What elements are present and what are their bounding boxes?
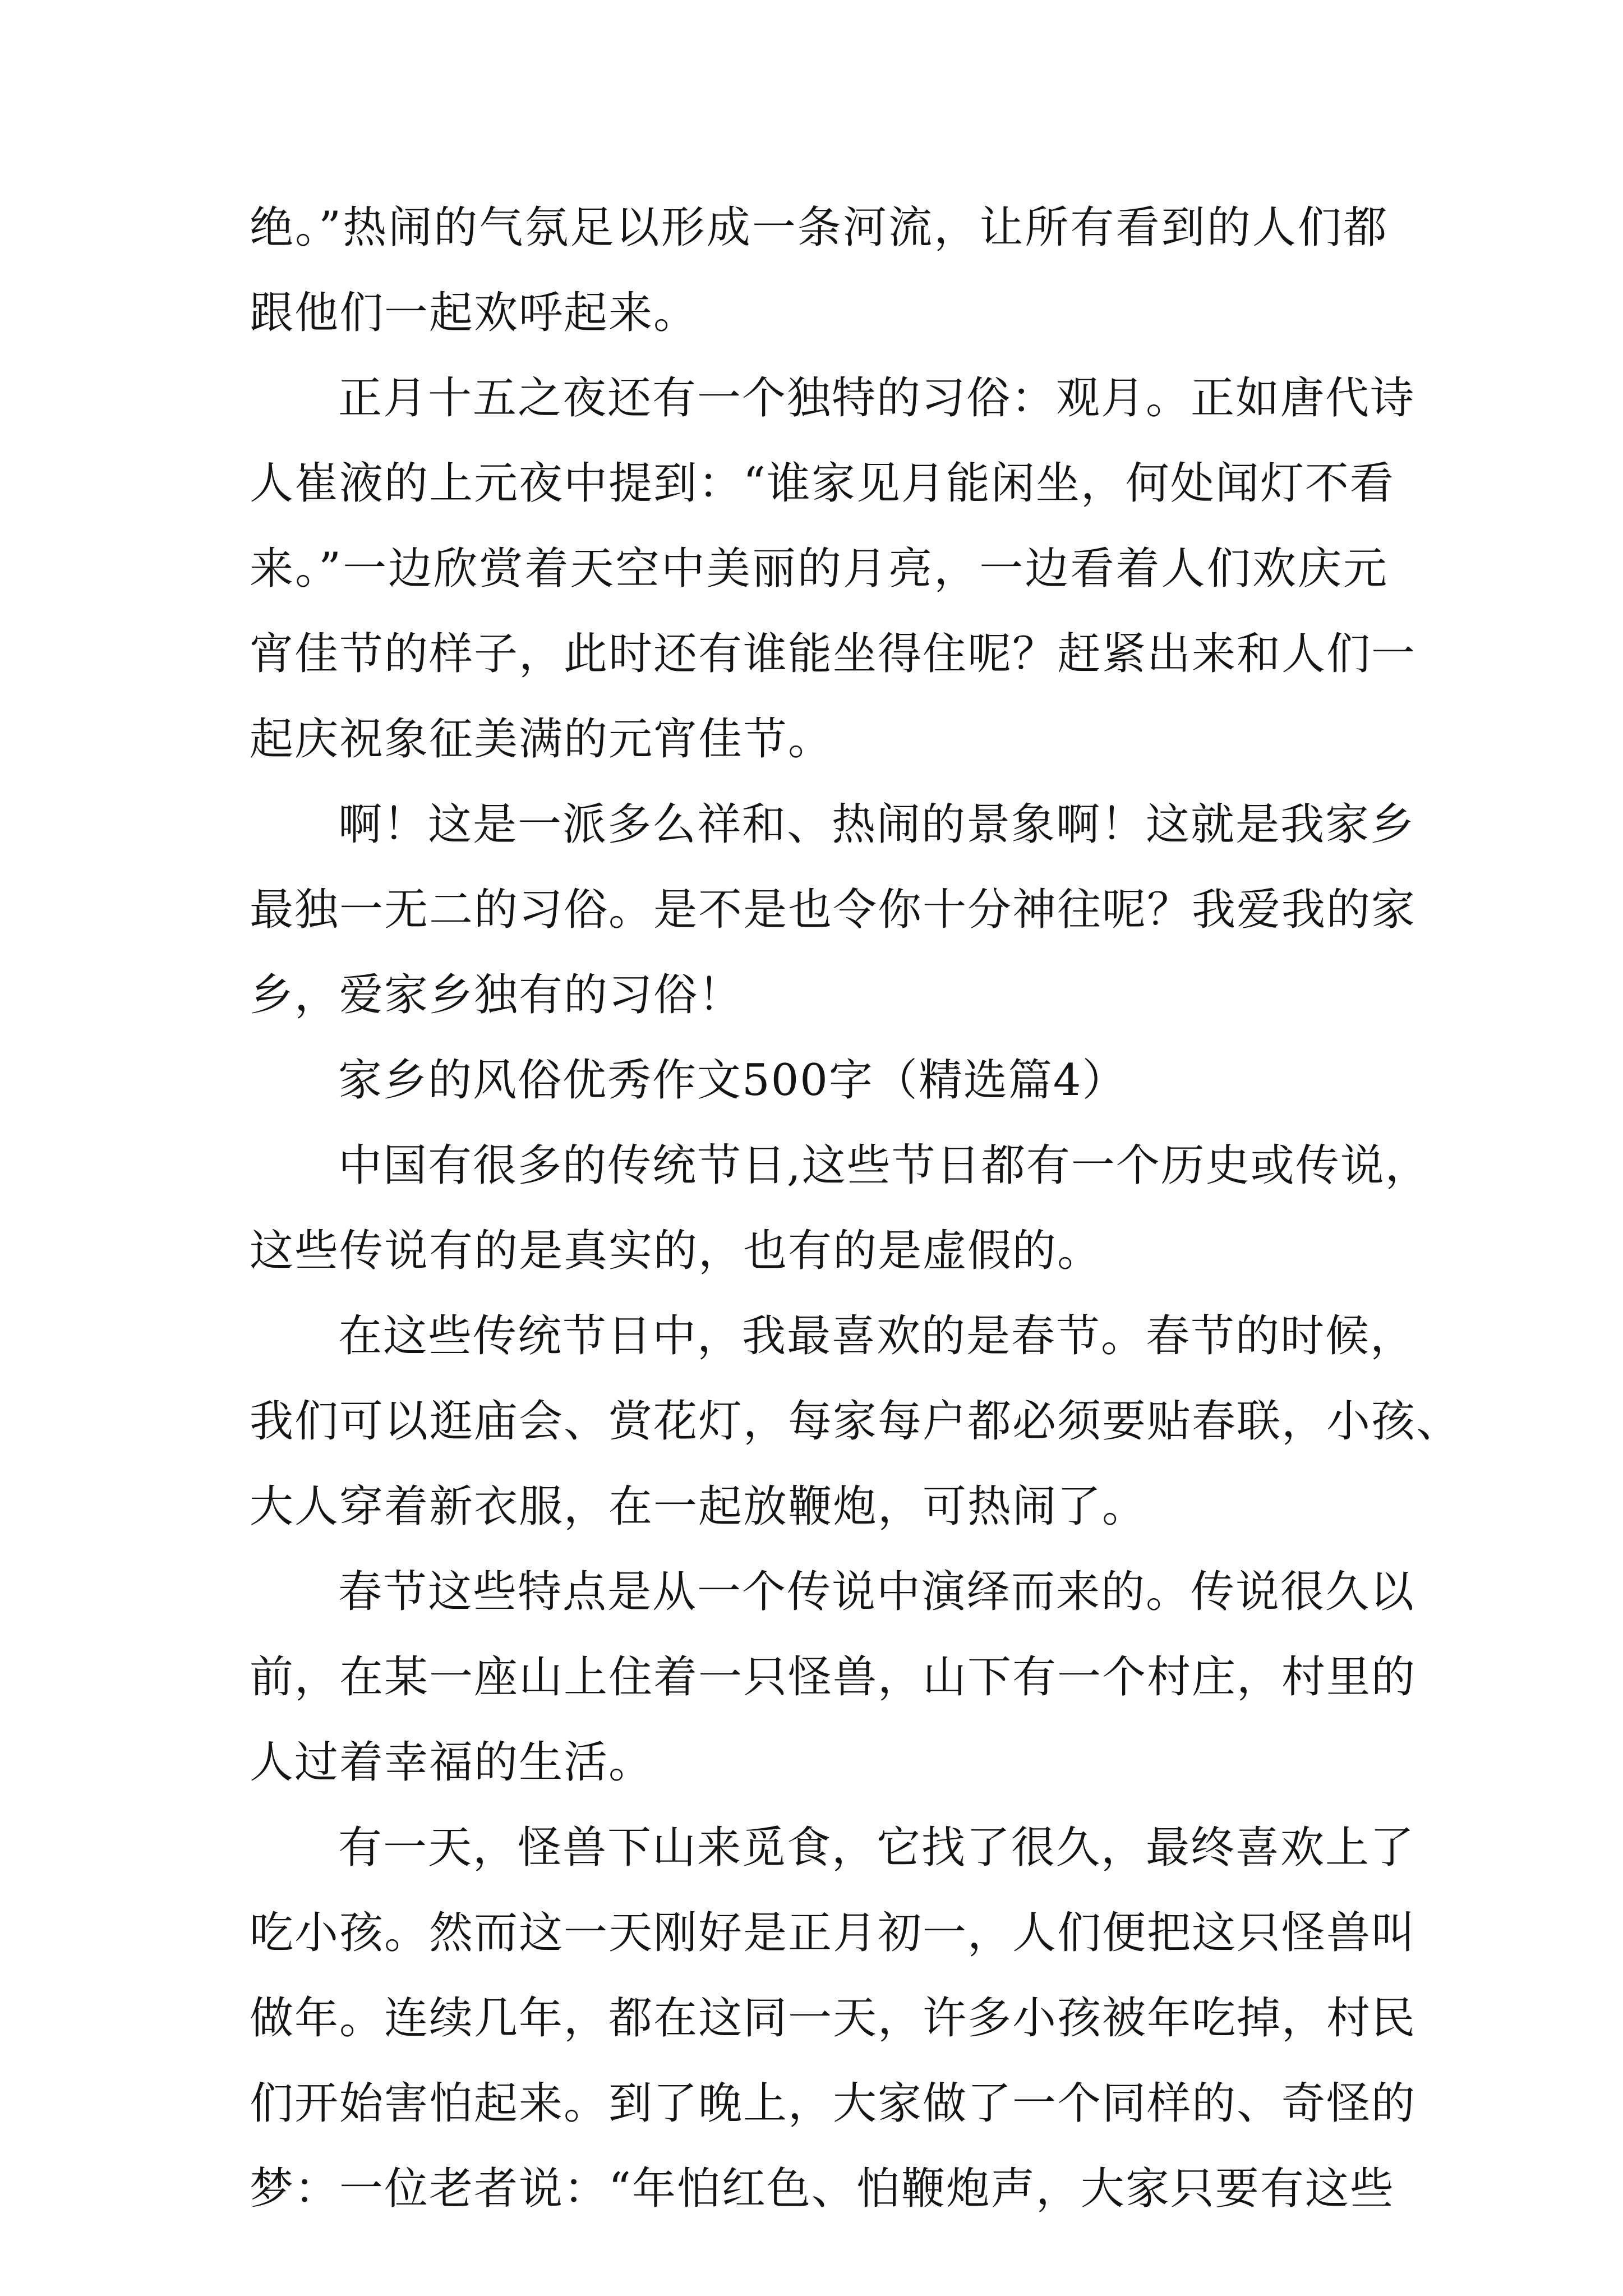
text-line: 这些传说有的是真实的，也有的是虚假的。 [250, 1226, 1103, 1276]
paragraph-start-line: 春节这些特点是从一个传说中演绎而来的。传说很久以 [338, 1567, 1415, 1617]
text-line: 做年。连续几年，都在这同一天，许多小孩被年吃掉，村民 [250, 1993, 1417, 2044]
text-line: 大人穿着新衣服，在一起放鞭炮，可热闹了。 [250, 1481, 1147, 1532]
paragraph-start-line: 有一天，怪兽下山来觅食，它找了很久，最终喜欢上了 [338, 1823, 1415, 1873]
essay-body [250, 185, 1461, 2231]
text-line: 梦：一位老者说：“年怕红色、怕鞭炮声，大家只要有这些 [250, 2164, 1395, 2214]
text-line: 人过着幸福的生活。 [250, 1737, 654, 1788]
text-line: 宵佳节的样子，此时还有谁能坐得住呢？赶紧出来和人们一 [250, 629, 1417, 679]
text-line: 跟他们一起欢呼起来。 [250, 288, 699, 338]
paragraph-start-line: 中国有很多的传统节日,这些节日都有一个历史或传说， [338, 1140, 1430, 1191]
paragraph-start-line: 正月十五之夜还有一个独特的习俗：观月。正如唐代诗 [338, 373, 1415, 424]
text-line: 最独一无二的习俗。是不是也令你十分神往呢？我爱我的家 [250, 885, 1417, 935]
paragraph-start-line: 啊！这是一派多么祥和、热闹的景象啊！这就是我家乡 [338, 799, 1415, 850]
text-line: 乡，爱家乡独有的习俗！ [250, 970, 744, 1020]
text-line: 人崔液的上元夜中提到：“谁家见月能闲坐，何处闻灯不看 [250, 458, 1395, 509]
section-heading: 家乡的风俗优秀作文500字（精选篇4） [338, 1055, 1127, 1106]
text-line: 们开始害怕起来。到了晚上，大家做了一个同样的、奇怪的 [250, 2078, 1417, 2129]
paragraph-start-line: 在这些传统节日中，我最喜欢的是春节。春节的时候， [338, 1311, 1415, 1361]
text-line: 来。”一边欣赏着天空中美丽的月亮，一边看着人们欢庆元 [250, 544, 1388, 594]
text-line: 前，在某一座山上住着一只怪兽，山下有一个村庄，村里的 [250, 1652, 1417, 1703]
text-line: 吃小孩。然而这一天刚好是正月初一，人们便把这只怪兽叫 [250, 1908, 1417, 1958]
text-line: 我们可以逛庙会、赏花灯，每家每户都必须要贴春联，小孩、 [250, 1396, 1461, 1447]
text-line: 绝。”热闹的气氛足以形成一条河流，让所有看到的人们都 [250, 203, 1388, 253]
text-line: 起庆祝象征美满的元宵佳节。 [250, 714, 833, 765]
